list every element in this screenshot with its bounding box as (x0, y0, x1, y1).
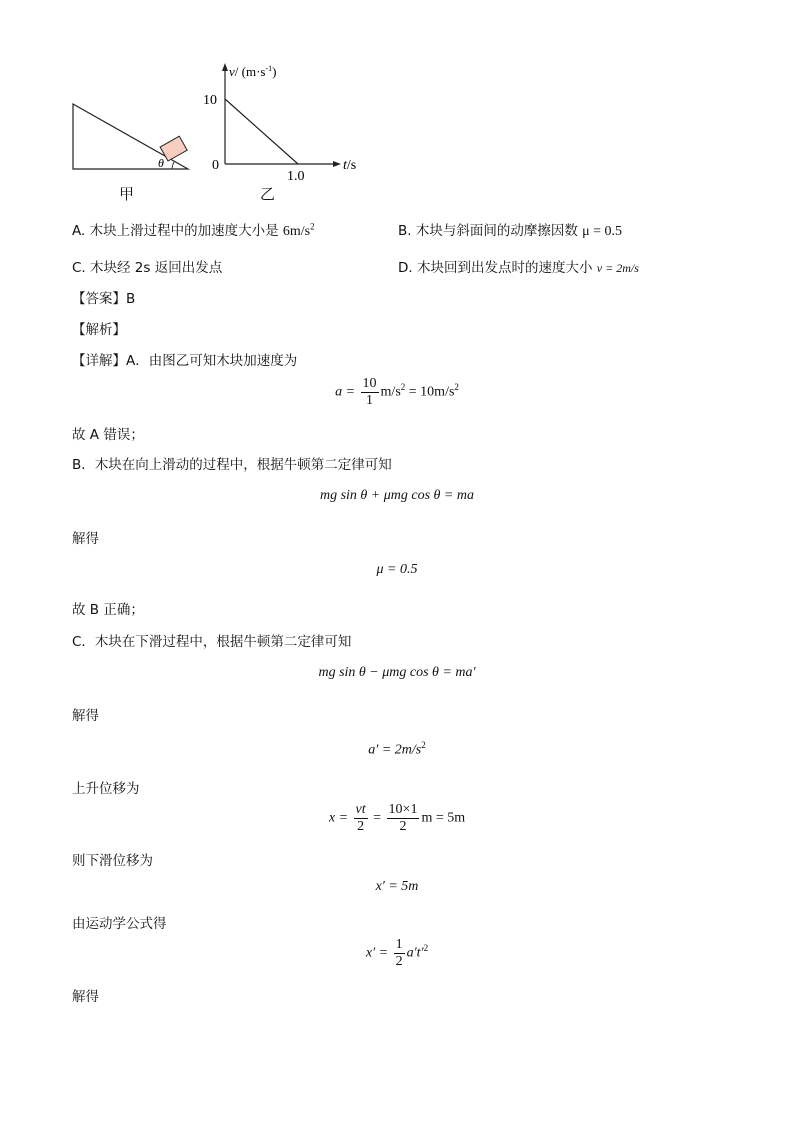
option-a-text: 木块上滑过程中的加速度大小是 (89, 223, 279, 239)
option-a (72, 219, 315, 240)
option-d-value: v = 2m/s (596, 261, 639, 275)
solve-label-2: 解得 (72, 708, 99, 724)
conclusion-b: 故 B 正确； (72, 602, 144, 618)
option-c-letter: C. (72, 260, 86, 276)
solve-label-1: 解得 (72, 531, 99, 547)
wooden-block (160, 136, 187, 161)
angle-arc (172, 162, 174, 169)
intro-b: B．木块在向上滑动的过程中，根据牛顿第二定律可知 (72, 457, 392, 473)
option-b-letter: B. (398, 223, 412, 239)
equation-slide-displacement: x′ = 5m (375, 879, 419, 894)
y-axis-arrow (222, 63, 228, 71)
equation-newton-down: mg sin θ − μmg cos θ = ma′ (318, 665, 476, 680)
option-a-letter: A. (72, 223, 86, 239)
option-b-value: μ = 0.5 (582, 224, 623, 239)
origin-label: 0 (212, 158, 219, 173)
option-b (398, 219, 622, 240)
equation-kinematics: x′ = $\frac{1}{2}$ $a't'^2$ (365, 937, 429, 969)
velocity-line (225, 99, 298, 164)
equation-newton-up: mg sin θ + μmg cos θ = ma (319, 488, 474, 503)
option-b-text: 木块与斜面间的动摩擦因数 (415, 223, 578, 239)
equation-acceleration: a = $\frac{10}{1}$ $m/s^2 = 10m/s^2$ (335, 376, 459, 408)
slide-text: 则下滑位移为 (72, 853, 153, 869)
figure-label-yi: 乙 (260, 185, 276, 203)
option-c-text: 木块经 2s 返回出发点 (90, 260, 223, 276)
equation-a-prime: $a' = 2m/s^2$ (368, 740, 426, 758)
y-tick-10: 10 (203, 93, 217, 108)
y-axis-label: v/ $(m\cdot s^{-1})$ (229, 64, 277, 79)
analysis-title: 【解析】 (72, 322, 126, 338)
figure-vt-graph (200, 60, 370, 190)
detail-intro: 【详解】A．由图乙可知木块加速度为 (72, 353, 298, 369)
solve-label-3: 解得 (72, 989, 99, 1005)
figure-label-jia: 甲 (119, 185, 135, 203)
figure-incline (60, 95, 210, 205)
kinematics-text: 由运动学公式得 (72, 916, 167, 932)
equation-mu: μ = 0.5 (376, 562, 418, 577)
option-d-text: 木块回到出发点时的速度大小 (416, 260, 593, 276)
option-d (398, 256, 639, 276)
intro-c: C．木块在下滑过程中，根据牛顿第二定律可知 (72, 634, 352, 650)
answer-line: 【答案】B (72, 291, 136, 307)
x-axis-arrow (333, 161, 341, 167)
equation-rise-displacement: x = $\frac{vt}{2}$ = $\frac{10\times 1}{2}$ m = 5m (328, 802, 466, 834)
x-axis-label: t/s (343, 158, 357, 173)
conclusion-a: 故 A 错误； (72, 427, 144, 443)
rise-text: 上升位移为 (72, 781, 140, 797)
x-tick-1: 1.0 (287, 169, 305, 184)
option-d-letter: D. (398, 260, 413, 276)
angle-label: θ (158, 156, 164, 170)
option-c (72, 256, 222, 276)
option-a-value: $6m/s^2$ (282, 221, 315, 239)
